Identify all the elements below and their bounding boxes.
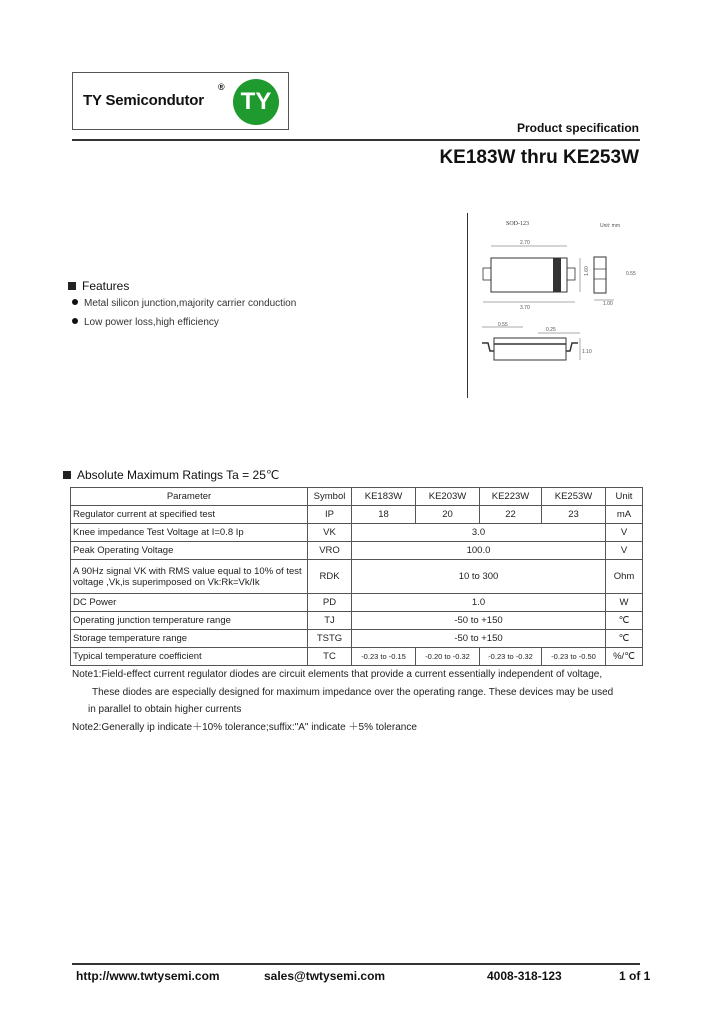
page-number: 1 of 1 <box>619 969 651 983</box>
value-cell: 1.0 <box>352 594 606 612</box>
table-row <box>71 630 643 648</box>
unit-cell: Ohm <box>606 560 643 594</box>
value-cell: 22 <box>480 506 542 524</box>
svg-text:1.00: 1.00 <box>603 301 613 307</box>
unit-cell: mA <box>606 506 643 524</box>
absolute-maximum-ratings-table <box>70 487 643 666</box>
sod123-diagram <box>468 213 643 398</box>
footer-divider <box>72 963 640 965</box>
value-cell: -0.20 to -0.32 <box>416 648 480 666</box>
symbol-cell: RDK <box>308 560 352 594</box>
table-row <box>71 648 643 666</box>
feature-item <box>72 298 296 309</box>
note-line: Note1:Field-effect current regulator diodes are circuit elements that provide a current essentially independent of voltage, <box>72 669 603 680</box>
ty-logo-icon: TY <box>233 79 279 125</box>
unit-cell: V <box>606 524 643 542</box>
param-cell: Operating junction temperature range <box>71 612 308 630</box>
column-header: KE253W <box>542 488 606 506</box>
features-heading-text: Features <box>82 279 130 293</box>
svg-text:0.25: 0.25 <box>546 327 556 333</box>
note-line: in parallel to obtain higher currents <box>88 704 242 715</box>
header-divider <box>72 139 640 141</box>
symbol-cell: TC <box>308 648 352 666</box>
unit-label: Unit: mm <box>600 223 620 229</box>
unit-cell: W <box>606 594 643 612</box>
note-line: These diodes are especially designed for maximum impedance over the operating range. These devices may be used <box>92 686 614 698</box>
value-cell: -0.23 to -0.32 <box>480 648 542 666</box>
company-name: TY Semicondutor <box>83 92 204 109</box>
registered-mark: ® <box>218 82 225 92</box>
unit-cell: ℃ <box>606 612 643 630</box>
value-cell: -50 to +150 <box>352 630 606 648</box>
symbol-cell: IP <box>308 506 352 524</box>
value-cell: 100.0 <box>352 542 606 560</box>
value-cell: -0.23 to -0.50 <box>542 648 606 666</box>
ratings-heading-text: Absolute Maximum Ratings Ta = 25℃ <box>77 468 280 482</box>
feature-text: Metal silicon junction,majority carrier conduction <box>84 298 297 309</box>
package-outline-drawing <box>467 213 643 398</box>
package-name-label: SOD-123 <box>506 221 530 227</box>
bullet-square-icon <box>68 282 76 290</box>
website-link[interactable]: http://www.twtysemi.com <box>76 969 220 983</box>
table-row <box>71 594 643 612</box>
column-header: KE203W <box>416 488 480 506</box>
symbol-cell: TSTG <box>308 630 352 648</box>
value-cell: 10 to 300 <box>352 560 606 594</box>
symbol-cell: PD <box>308 594 352 612</box>
part-number-title: KE183W thru KE253W <box>439 147 639 168</box>
column-header: KE183W <box>352 488 416 506</box>
company-logo-box <box>72 72 289 130</box>
table-row <box>71 612 643 630</box>
unit-cell: V <box>606 542 643 560</box>
column-header: Unit <box>606 488 643 506</box>
bullet-dot-icon <box>72 318 78 324</box>
ratings-heading <box>63 468 279 482</box>
unit-cell: %/℃ <box>606 648 643 666</box>
column-header: Symbol <box>308 488 352 506</box>
bullet-dot-icon <box>72 299 78 305</box>
note-line: Note2:Generally ip indicate＋10% tolerance;suffix:"A" indicate ＋5% tolerance <box>72 721 417 733</box>
symbol-cell: VRO <box>308 542 352 560</box>
table-header-row <box>71 488 643 506</box>
param-cell: DC Power <box>71 594 308 612</box>
column-header: Parameter <box>71 488 308 506</box>
table-row <box>71 560 643 594</box>
column-header: KE223W <box>480 488 542 506</box>
value-cell: 18 <box>352 506 416 524</box>
email-link[interactable]: sales@twtysemi.com <box>264 969 386 983</box>
param-cell: Regulator current at specified test <box>71 506 308 524</box>
value-cell: 3.0 <box>352 524 606 542</box>
svg-text:1.60: 1.60 <box>584 266 590 276</box>
notes-block <box>72 666 632 736</box>
phone-number: 4008-318-123 <box>487 969 562 983</box>
svg-text:0.55: 0.55 <box>626 271 636 277</box>
table-row <box>71 524 643 542</box>
symbol-cell: VK <box>308 524 352 542</box>
product-specification-label: Product specification <box>516 121 639 135</box>
svg-text:3.70: 3.70 <box>520 305 530 311</box>
param-cell: Storage temperature range <box>71 630 308 648</box>
features-heading <box>68 279 129 293</box>
value-cell: 20 <box>416 506 480 524</box>
svg-text:0.55: 0.55 <box>498 322 508 328</box>
table-row <box>71 506 643 524</box>
table-row <box>71 542 643 560</box>
unit-cell: ℃ <box>606 630 643 648</box>
value-cell: -50 to +150 <box>352 612 606 630</box>
svg-text:1.10: 1.10 <box>582 349 592 355</box>
param-cell: Typical temperature coefficient <box>71 648 308 666</box>
param-cell: Knee impedance Test Voltage at I=0.8 Ip <box>71 524 308 542</box>
bullet-square-icon <box>63 471 71 479</box>
value-cell: 23 <box>542 506 606 524</box>
value-cell: -0.23 to -0.15 <box>352 648 416 666</box>
svg-text:2.70: 2.70 <box>520 240 530 246</box>
feature-item <box>72 317 219 328</box>
param-cell: A 90Hz signal VK with RMS value equal to 10% of test voltage ,Vk,is superimposed on Vk:Rk=Vk/Ik <box>71 560 308 594</box>
symbol-cell: TJ <box>308 612 352 630</box>
feature-text: Low power loss,high efficiency <box>84 317 219 328</box>
param-cell: Peak Operating Voltage <box>71 542 308 560</box>
